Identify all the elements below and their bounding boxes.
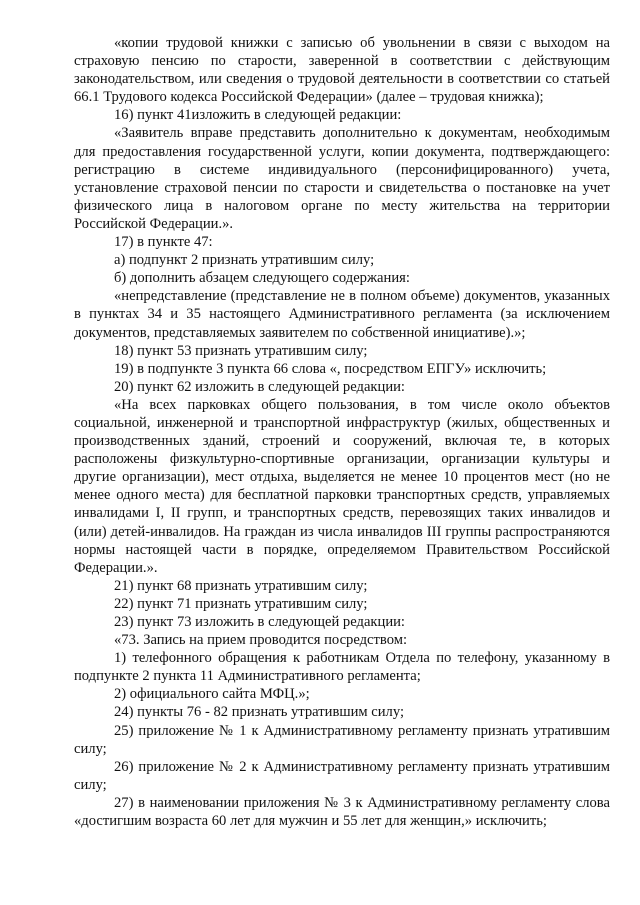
paragraph-applicant-right: «Заявитель вправе представить дополнительно к документам, необходимым для предоставления государственной услуги, копии документа, подтверждающего: регистрацию в системе индивидуального (персонифицированного) учета, установление страховой пенсии по старости и свидетельства о постановке на учет физического лица в налоговом органе по месту жительства на территории Российской Федерации.». — [74, 125, 610, 232]
paragraph-item-20: 20) пункт 62 изложить в следующей редакции: — [114, 378, 405, 395]
paragraph-appointment-phone: 1) телефонного обращения к работникам Отдела по телефону, указанному в подпункте 2 пункта 11 Административного регламента; — [74, 650, 610, 685]
paragraph-item-24: 24) пункты 76 - 82 признать утратившим силу; — [114, 704, 405, 721]
paragraph-item-16: 16) пункт 41изложить в следующей редакции: — [114, 107, 402, 124]
paragraph-item-19: 19) в подпункте 3 пункта 66 слова «, посредством ЕПГУ» исключить; — [114, 360, 547, 377]
paragraph-item-21: 21) пункт 68 признать утратившим силу; — [114, 577, 368, 594]
paragraph-item-25: 25) приложение № 1 к Административному регламенту признать утратившим силу; — [74, 722, 610, 757]
paragraph-parking: «На всех парковках общего пользования, в том числе около объектов социальной, инженерной и транспортной инфраструктур (жилых, общественных и производственных зданий, строений и сооружений, включая те, в которых расположены физкультурно-спортивные организации, организации культуры и другие организации), мест отдыха, выделяется не менее 10 процентов мест (но не менее одного места) для бесплатной парковки транспортных средств, управляемых инвалидами I, II групп, и транспортных средств, перевозящих таких инвалидов и (или) детей-инвалидов. На граждан из числа инвалидов III группы распространяются нормы настоящей части в порядке, определяемом Правительством Российской Федерации.». — [74, 396, 610, 576]
paragraph-item-26: 26) приложение № 2 к Административному регламенту признать утратившим силу; — [74, 758, 610, 793]
paragraph-workbook-copy: «копии трудовой книжки с записью об увольнении в связи с выходом на страховую пенсию по старости, заверенной в соответствии с действующим законодательством, или сведения о трудовой деятельности в соответствии со статьей 66.1 Трудового кодекса Российской Федерации» (далее – трудовая книжка); — [74, 35, 610, 106]
paragraph-appointment: «73. Запись на прием проводится посредством: — [114, 632, 408, 649]
paragraph-item-17-b: б) дополнить абзацем следующего содержания: — [114, 270, 410, 287]
paragraph-appointment-site: 2) официального сайта МФЦ.»; — [114, 686, 310, 703]
paragraph-item-22: 22) пункт 71 признать утратившим силу; — [114, 595, 368, 612]
paragraph-item-17: 17) в пункте 47: — [114, 234, 213, 251]
paragraph-item-27: 27) в наименовании приложения № 3 к Административному регламенту слова «достигшим возраста 60 лет для мужчин и 55 лет для женщин,» исключить; — [74, 794, 610, 830]
paragraph-item-18: 18) пункт 53 признать утратившим силу; — [114, 342, 368, 359]
paragraph-item-23: 23) пункт 73 изложить в следующей редакции: — [114, 614, 405, 630]
paragraph-non-submission: «непредставление (представление не в полном объеме) документов, указанных в пунктах 34 и 35 настоящего Административного регламента (за исключением документов, представляемых заявителем по собственной инициативе).»; — [74, 288, 610, 341]
paragraph-item-17-a: а) подпункт 2 признать утратившим силу; — [114, 252, 375, 269]
